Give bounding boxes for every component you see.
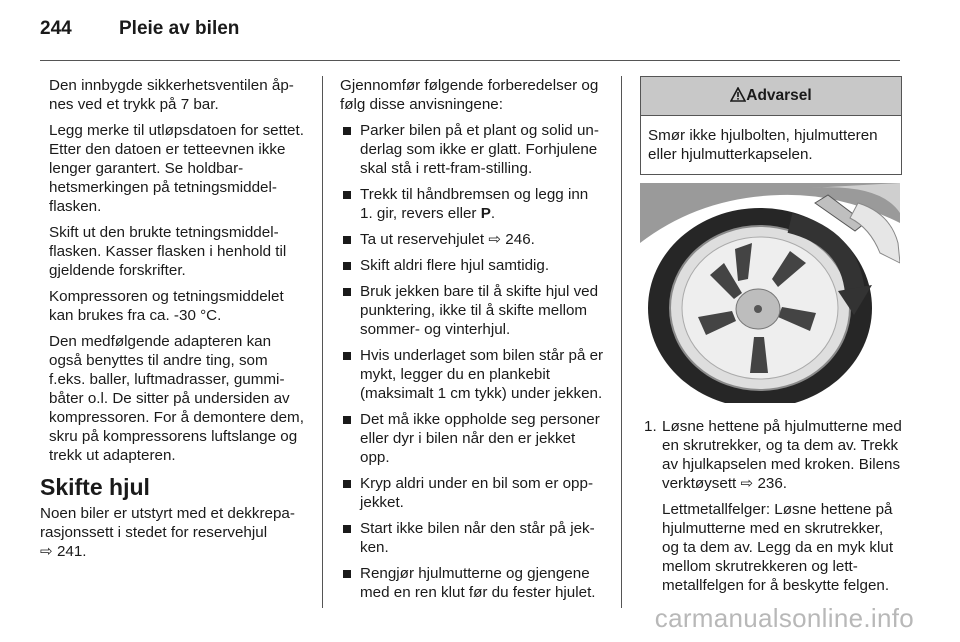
column-divider (621, 76, 622, 608)
page-ref: 236. (757, 475, 788, 492)
bullet-square (343, 480, 351, 488)
paragraph: Kompressoren og tetningsmiddelet kan brukes fra ca. -30 °C. (49, 288, 284, 324)
paragraph: Legg merke til utløpsdatoen for settet. Etter den datoen er tetteevnen ikke lenger garantert. Se holdbarhetsmerkingen på tetningsmiddelflasken. (49, 122, 304, 215)
gear-letter: P (480, 205, 491, 222)
bullet-square (343, 288, 351, 296)
list-item (340, 185, 605, 223)
header-rule (40, 60, 900, 61)
list-item (340, 474, 605, 512)
precautions-list (340, 121, 605, 602)
list-item-text: Hvis underlaget som bilen står på er mykt, legger du en plankebit (maksimalt 1 cm tykk) under jekken. (360, 347, 604, 402)
ref-arrow-icon: ⇨ (40, 543, 53, 560)
column-divider (322, 76, 323, 608)
bullet-square (343, 352, 351, 360)
page-ref: 246. (505, 231, 535, 248)
bullet-square (343, 127, 351, 135)
page-title: Pleie av bilen (119, 18, 240, 39)
bullet-square (343, 570, 351, 578)
list-item-text: Det må ikke oppholde seg personer eller dyr i bilen når den er jekket opp. (360, 411, 600, 466)
list-item (340, 519, 605, 557)
list-item-text: Ta ut reservehjulet (360, 231, 489, 248)
section-text-body: Noen biler er utstyrt med et dekkreparasjonssett i stedet for reservehjul (40, 505, 295, 541)
list-item-tail: . (490, 205, 496, 222)
paragraph: Den medfølgende adapteren kan også benyttes til andre ting, som f.eks. baller, luftmadrasser, gummibåter o.l. De sitter på undersiden av kompressoren. For å demontere dem, skru på kompressorens luftslange og trekk ut adapteren. (49, 333, 304, 464)
steps-list (640, 417, 902, 595)
list-item-text: Bruk jekken bare til å skifte hjul ved punktering, ikke til å skifte mellom sommer- og vinterhjul. (360, 283, 599, 338)
list-item (340, 230, 605, 249)
bullet-square (343, 525, 351, 533)
section-title: Skifte hjul (40, 474, 150, 500)
wheel-cover-illustration (640, 183, 900, 403)
warning-text: Smør ikke hjulbolten, hjulmutteren eller hjulmutterkapselen. (648, 127, 878, 163)
list-item-text: Skift aldri flere hjul samtidig. (360, 257, 550, 274)
warning-header (641, 77, 901, 116)
step-text (662, 417, 902, 493)
column-2 (340, 76, 605, 609)
paragraph: Skift ut den brukte tetningsmiddelflasken. Kasser flasken i henhold til gjeldende forskrifter. (49, 224, 287, 279)
page-number: 244 (40, 18, 72, 39)
list-item (340, 256, 605, 275)
bullet-square (343, 236, 351, 244)
section-ref: 241. (56, 543, 87, 560)
column-3 (640, 76, 902, 602)
warning-box (640, 76, 902, 175)
ref-arrow-icon: ⇨ (488, 231, 502, 248)
list-item-text: Rengjør hjulmutterne og gjengene med en ren klut før du fester hjulet. (360, 565, 596, 601)
list-item (340, 410, 605, 467)
list-item (340, 564, 605, 602)
warning-triangle-icon (730, 87, 746, 102)
watermark: carmanualsonline.info (654, 603, 914, 633)
list-item-text: Trekk til håndbremsen og legg inn 1. gir, revers eller (360, 186, 589, 222)
step-text-body: Løsne hettene på hjulmutterne med en skrutrekker, og ta dem av. Trekk av hjulkapselen med kroken. Bilens verktøysett (662, 418, 902, 492)
step-item (640, 417, 902, 595)
step-note: Lettmetallfelger: Løsne hettene på hjulmutterne med en skrutrekker, og ta dem av. Legg da en myk klut mellom skrutrekkeren og lettmetallfelgen for å beskytte felgen. (662, 501, 894, 594)
ref-arrow-icon: ⇨ (740, 475, 754, 492)
bullet-square (343, 416, 351, 424)
bullet-square (343, 191, 351, 199)
section-text (40, 504, 304, 561)
paragraph: Den innbygde sikkerhetsventilen åpnes ved et trykk på 7 bar. (49, 77, 294, 113)
list-item-text: Start ikke bilen når den står på jekken. (360, 520, 595, 556)
list-item (340, 346, 605, 403)
list-item-text: Parker bilen på et plant og solid underlag som ikke er glatt. Forhjulene skal stå i rett-fram-stilling. (360, 122, 599, 177)
step-number: 1. (644, 418, 657, 435)
list-item (340, 121, 605, 178)
intro-text: Gjennomfør følgende forberedelser og følg disse anvisningene: (340, 77, 599, 113)
bullet-square (343, 262, 351, 270)
list-item-text: Kryp aldri under en bil som er oppjekket. (360, 475, 593, 511)
page-header (40, 18, 239, 40)
warning-title: Advarsel (746, 87, 812, 104)
list-item (340, 282, 605, 339)
column-1 (40, 76, 304, 561)
